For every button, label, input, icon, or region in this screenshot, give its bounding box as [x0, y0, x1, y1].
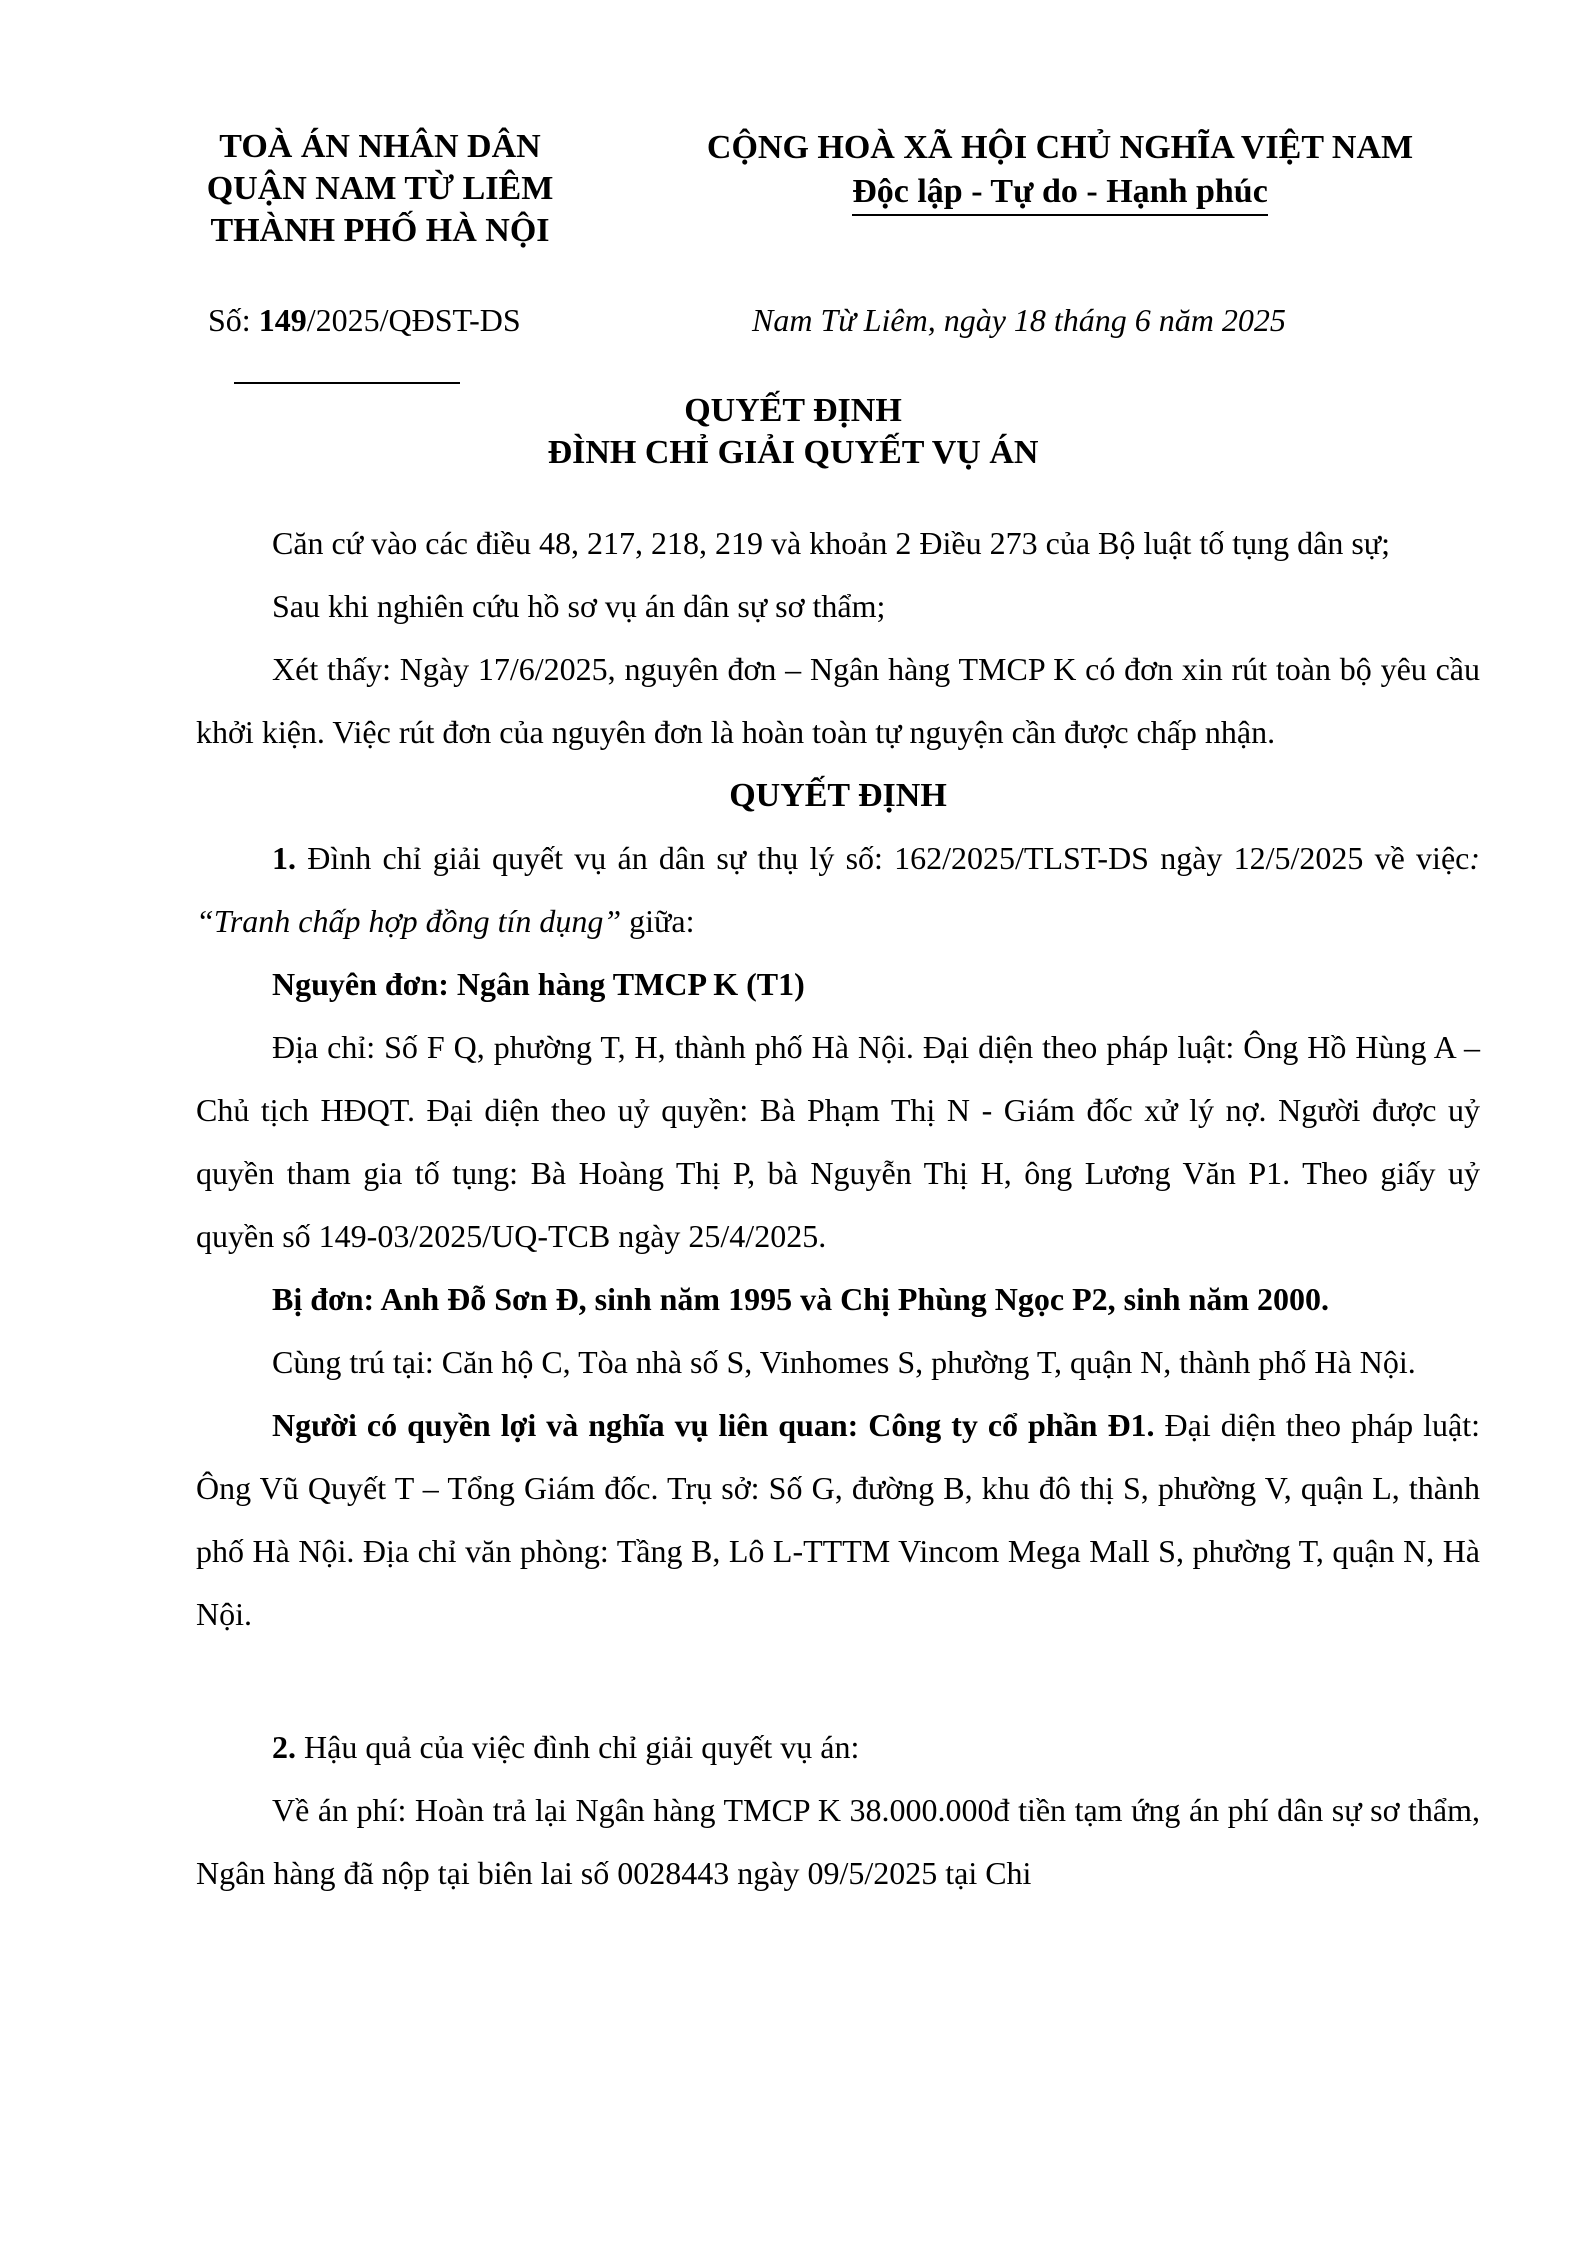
related-party-label: Người có quyền lợi và nghĩa vụ liên quan: Công ty cổ phần Đ1.	[272, 1407, 1155, 1443]
findings-paragraph: Xét thấy: Ngày 17/6/2025, nguyên đơn – Ngân hàng TMCP K có đơn xin rút toàn bộ yêu cầu khởi kiện. Việc rút đơn của nguyên đơn là hoàn toàn tự nguyện cần được chấp nhận.	[196, 651, 1480, 750]
court-header-underline	[234, 382, 460, 384]
national-motto: Độc lập - Tự do - Hạnh phúc	[852, 172, 1268, 216]
decision-item-1	[196, 827, 1480, 953]
decision-item-2	[196, 1716, 1480, 1779]
defendant-label: Bị đơn: Anh Đỗ Sơn Đ, sinh năm 1995 và Chị Phùng Ngọc P2, sinh năm 2000.	[272, 1281, 1330, 1317]
place-and-date: Nam Từ Liêm, ngày 18 tháng 6 năm 2025	[752, 302, 1286, 338]
court-header	[160, 126, 600, 252]
document-title	[0, 390, 1586, 474]
title-line1: QUYẾT ĐỊNH	[684, 392, 902, 429]
review-paragraph: Sau khi nghiên cứu hồ sơ vụ án dân sự sơ thẩm;	[272, 588, 886, 624]
legal-basis-paragraph: Căn cứ vào các điều 48, 217, 218, 219 và khoản 2 Điều 273 của Bộ luật tố tụng dân sự;	[272, 525, 1391, 561]
related-party-paragraph	[196, 1394, 1480, 1646]
republic-header	[650, 126, 1470, 216]
court-name-line3: THÀNH PHỐ HÀ NỘI	[210, 212, 550, 249]
item-2-text: Hậu quả của việc đình chỉ giải quyết vụ án:	[296, 1729, 860, 1765]
document-number	[208, 300, 521, 340]
title-line2: ĐÌNH CHỈ GIẢI QUYẾT VỤ ÁN	[547, 434, 1039, 471]
court-fees-paragraph: Về án phí: Hoàn trả lại Ngân hàng TMCP K 38.000.000đ tiền tạm ứng án phí dân sự sơ thẩm, Ngân hàng đã nộp tại biên lai số 0028443 ngày 09/5/2025 tại Chi	[196, 1792, 1480, 1891]
plaintiff-label: Nguyên đơn: Ngân hàng TMCP K (T1)	[272, 966, 805, 1002]
defendant-details: Cùng trú tại: Căn hộ C, Tòa nhà số S, Vinhomes S, phường T, quận N, thành phố Hà Nội.	[272, 1344, 1416, 1380]
court-name-line2: QUẬN NAM TỪ LIÊM	[206, 170, 554, 207]
item-1-colon: :	[1469, 840, 1480, 876]
item-1-text-end: giữa:	[621, 903, 695, 939]
document-number-value: 149	[258, 302, 307, 338]
related-party-details: Đại diện theo pháp luật: Ông Vũ Quyết T – Tổng Giám đốc. Trụ sở: Số G, đường B, khu đô thị S, phường V, quận L, thành phố Hà Nội. Địa chỉ văn phòng: Tầng B, Lô L-TTTM Vincom Mega Mall S, phường T, quận N, Hà Nội.	[196, 1407, 1481, 1632]
document-number-prefix: Số:	[208, 302, 259, 338]
republic-name: CỘNG HOÀ XÃ HỘI CHỦ NGHĨA VIỆT NAM	[706, 129, 1414, 166]
court-name-line1: TOÀ ÁN NHÂN DÂN	[219, 128, 541, 165]
case-title: “Tranh chấp hợp đồng tín dụng”	[196, 903, 622, 939]
decision-heading: QUYẾT ĐỊNH	[729, 777, 947, 814]
item-2-number: 2.	[272, 1729, 296, 1765]
plaintiff-details: Địa chỉ: Số F Q, phường T, H, thành phố Hà Nội. Đại diện theo pháp luật: Ông Hồ Hùng A – Chủ tịch HĐQT. Đại diện theo uỷ quyền: Bà Phạm Thị N - Giám đốc xử lý nợ. Người được uỷ quyền tham gia tố tụng: Bà Hoàng Thị P, bà Nguyễn Thị H, ông Lương Văn P1. Theo giấy uỷ quyền số 149-03/2025/UQ-TCB ngày 25/4/2025.	[196, 1029, 1480, 1254]
document-body	[196, 512, 1480, 1905]
item-1-text: Đình chỉ giải quyết vụ án dân sự thụ lý số: 162/2025/TLST-DS ngày 12/5/2025 về việc	[296, 840, 1470, 876]
item-1-number: 1.	[272, 840, 296, 876]
document-number-suffix: /2025/QĐST-DS	[306, 302, 521, 338]
